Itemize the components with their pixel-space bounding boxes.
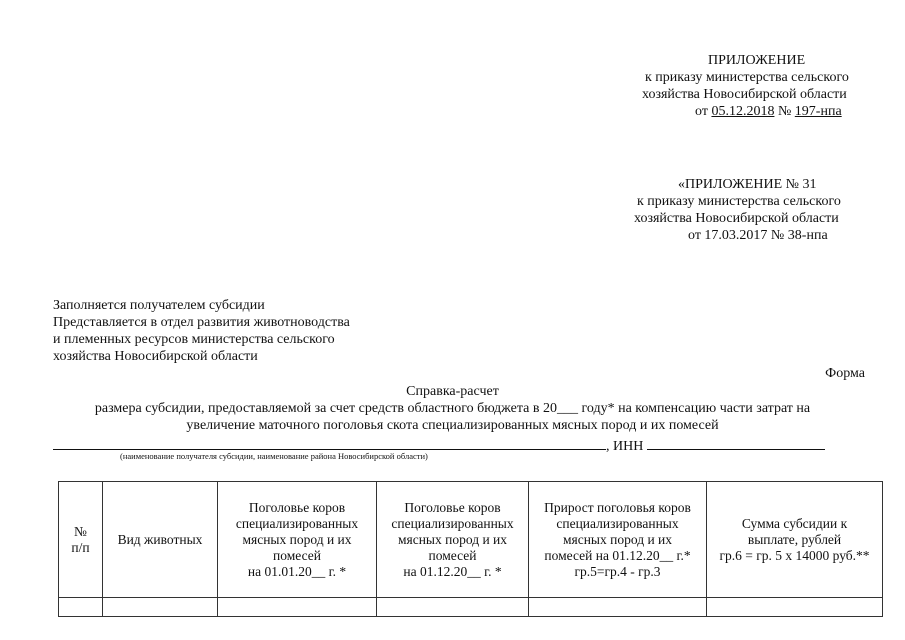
- title-main: Справка-расчет: [406, 384, 499, 399]
- filled-by-line: Заполняется получателем субсидии: [53, 298, 265, 313]
- header-herd-dec: Поголовье коров специализированных мясных пород и их помесей на 01.12.20__ г. *: [377, 482, 529, 598]
- filled-by-line: и племенных ресурсов министерства сельского: [53, 332, 335, 347]
- inn-label: , ИНН: [606, 439, 644, 454]
- title-subtitle: увеличение маточного поголовья скота специализированных мясных пород и их помесей: [186, 418, 719, 433]
- header-herd-growth: Прирост поголовья коров специализированных мясных пород и их помесей на 01.12.20__ г.* гр.5=гр.4 - гр.3: [529, 482, 707, 598]
- table-cell: [707, 598, 883, 617]
- appendix31-header: [590, 176, 905, 244]
- header-animal-type: Вид животных: [103, 482, 218, 598]
- appendix-line: хозяйства Новосибирской области: [642, 87, 847, 102]
- header-number: № п/п: [59, 482, 103, 598]
- table-cell: [218, 598, 377, 617]
- table-cell: [529, 598, 707, 617]
- appendix31-line: хозяйства Новосибирской области: [634, 211, 839, 226]
- inn-blank: [647, 437, 825, 450]
- appendix-header: [600, 52, 905, 120]
- table-cell: [59, 598, 103, 617]
- table-header-row: [59, 482, 883, 598]
- document-title: [0, 383, 905, 434]
- appendix31-line: к приказу министерства сельского: [637, 194, 841, 209]
- order-number: 197-нпа: [794, 104, 842, 119]
- appendix31-order: от 17.03.2017 № 38-нпа: [688, 228, 828, 243]
- table-cell: [103, 598, 218, 617]
- order-reference: от 05.12.2018 № 197-нпа: [695, 104, 842, 119]
- form-label: Форма: [825, 366, 865, 381]
- filled-by-block: [53, 297, 350, 365]
- filled-by-line: хозяйства Новосибирской области: [53, 349, 258, 364]
- order-date: 05.12.2018: [711, 104, 775, 119]
- appendix-line: к приказу министерства сельского: [645, 70, 849, 85]
- header-herd-jan: Поголовье коров специализированных мясных пород и их помесей на 01.01.20__ г. *: [218, 482, 377, 598]
- table-row: [59, 598, 883, 617]
- table-cell: [377, 598, 529, 617]
- filled-by-line: Представляется в отдел развития животноводства: [53, 315, 350, 330]
- recipient-caption: (наименование получателя субсидии, наименование района Новосибирской области): [120, 451, 428, 461]
- subsidy-table: [58, 481, 883, 617]
- appendix31-title: «ПРИЛОЖЕНИЕ № 31: [678, 177, 817, 192]
- title-subtitle: размера субсидии, предоставляемой за счет средств областного бюджета в 20___ году* на компенсацию части затрат на: [94, 401, 811, 416]
- recipient-name-blank: [53, 437, 606, 450]
- appendix-title: ПРИЛОЖЕНИЕ: [708, 53, 806, 68]
- header-subsidy-amount: Сумма субсидии к выплате, рублей гр.6 = гр. 5 х 14000 руб.**: [707, 482, 883, 598]
